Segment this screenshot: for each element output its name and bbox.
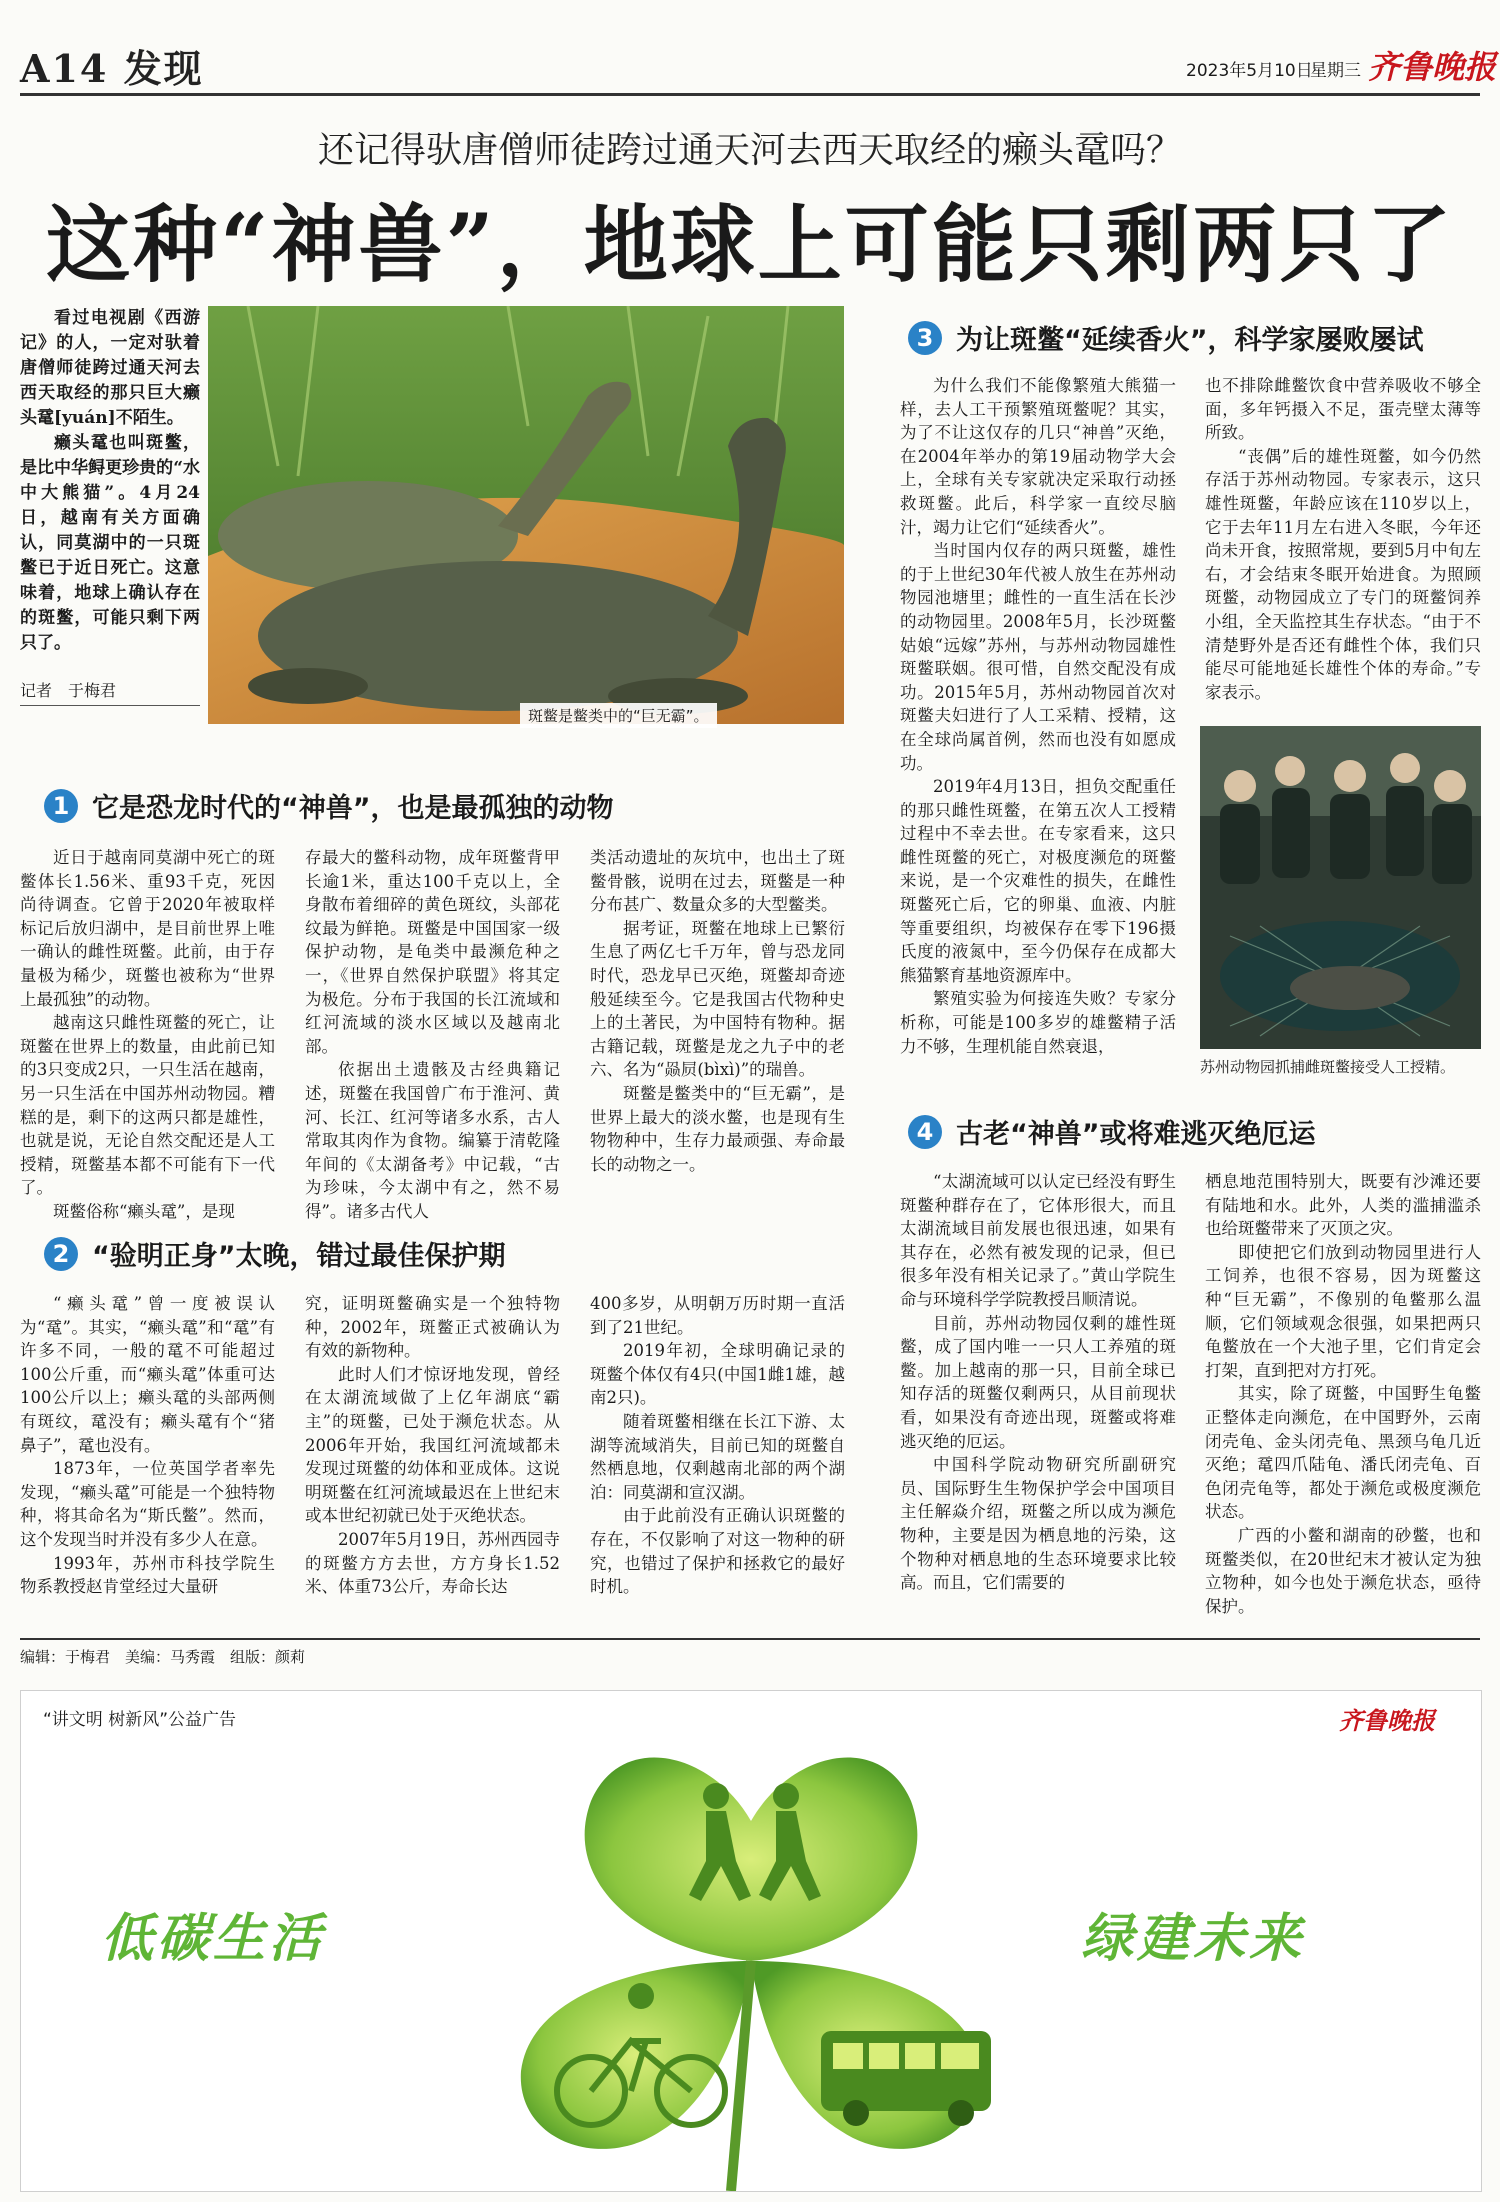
section1-title: 它是恐龙时代的“神兽”，也是最孤独的动物: [92, 793, 614, 824]
paragraph: 其实，除了斑鳖，中国野生龟鳖正整体走向濒危，在中国野外，云南闭壳龟、金头闭壳龟、黑颈乌龟几近灭绝；鼋四爪陆龟、潘氏闭壳龟、百色闭壳龟等，都处于濒危或极度濒危状态。: [1205, 1384, 1481, 1522]
section3-title: 为让斑鳖“延续香火”，科学家屡败屡试: [956, 325, 1424, 356]
section4-title: 古老“神兽”或将难逃灭绝厄运: [956, 1119, 1316, 1150]
lead-paragraph: [20, 306, 200, 656]
editor-credits: 编辑：于梅君 美编：马秀霞 组版：颜莉: [20, 1648, 306, 1666]
section2-col1: [20, 1292, 275, 1599]
paragraph: 广西的小鳖和湖南的砂鳖，也和斑鳖类似，在20世纪末才被认定为独立物种，如今也处于濒危状态，亟待保护。: [1205, 1525, 1481, 1616]
lead-p1: 看过电视剧《西游记》的人，一定对驮着唐僧师徒跨过通天河去西天取经的那只巨大癞头鼋[yuán]不陌生。: [20, 308, 200, 428]
section2-number: 2: [44, 1237, 78, 1271]
issue-date: 2023年5月10日: [1186, 61, 1313, 81]
page-label: A14 发现: [20, 46, 204, 91]
paragraph: 存最大的鳖科动物，成年斑鳖背甲长逾1米，重达100千克以上，全身散布着细碎的黄色斑纹，头部花纹最为鲜艳。斑鳖是中国国家一级保护动物，是龟类中最濒危种之一，《世界自然保护联盟》将其定为极危。分布于我国的长江流域和红河流域的淡水区域以及越南北部。: [305, 848, 560, 1056]
public-service-ad: [20, 1690, 1482, 2192]
paragraph: 依据出土遗骸及古经典籍记述，斑鳖在我国曾广布于淮河、黄河、长江、红河等诸多水系，古人常取其肉作为食物。编纂于清乾隆年间的《太湖备考》中记载，“古为珍味，今太湖中有之，然不易得”。诸多古代人: [305, 1060, 560, 1221]
byline: 记者 于梅君: [20, 678, 200, 706]
paragraph: 繁殖实验为何接连失败？专家分析称，可能是100多岁的雄鳖精子活力不够，生理机能自然衰退，: [900, 989, 1176, 1056]
paragraph: 由于此前没有正确认识斑鳖的存在，不仅影响了对这一物种的研究，也错过了保护和拯救它的最好时机。: [590, 1506, 845, 1597]
paragraph: 随着斑鳖相继在长江下游、太湖等流域消失，目前已知的斑鳖自然栖息地，仅剩越南北部的两个湖泊：同莫湖和宣汉湖。: [590, 1411, 845, 1502]
clover-graphic: [401, 1711, 1101, 2191]
paragraph: 也不排除雌鳖饮食中营养吸收不够全面，多年钙摄入不足，蛋壳壁太薄等所致。: [1205, 376, 1481, 443]
turtle-illustration: [208, 306, 844, 724]
section2-col3: [590, 1292, 845, 1599]
ad-logo: 齐鲁晚报: [1339, 1706, 1435, 1735]
section2-title: “验明正身”太晚，错过最佳保护期: [92, 1241, 506, 1272]
paragraph: 栖息地范围特别大，既要有沙滩还要有陆地和水。此外，人类的滥捕滥杀也给斑鳖带来了灭顶之灾。: [1205, 1172, 1481, 1239]
section1-number: 1: [44, 789, 78, 823]
section1-col2: [305, 846, 560, 1224]
ad-left-slogan: 低碳生活: [101, 1909, 326, 1969]
main-headline: 这种“神兽”，地球上可能只剩两只了: [46, 195, 1454, 294]
section2-col2: [305, 1292, 560, 1599]
paragraph: “太湖流域可以认定已经没有野生斑鳖种群存在了，它体形很大，而且太湖流域目前发展也很迅速，如果有其存在，必然有被发现的记录，但已很多年没有相关记录了。”黄山学院生命与环境科学学院教授吕顺清说。: [900, 1172, 1176, 1309]
paragraph: 当时国内仅存的两只斑鳖，雄性的于上世纪30年代被人放生在苏州动物园池塘里；雌性的一直生活在长沙的动物园里。2008年5月，长沙斑鳖姑娘“远嫁”苏州，与苏州动物园雄性斑鳖联姻。很可惜，自然交配没有成功。2015年5月，苏州动物园首次对斑鳖夫妇进行了人工采精、授精，这在全球尚属首例，然而也没有如愿成功。: [900, 541, 1176, 773]
section3-heading: [908, 318, 1424, 357]
section3-number: 3: [908, 321, 942, 355]
header-rule: [20, 93, 1480, 96]
paragraph: “丧偶”后的雄性斑鳖，如今仍然存活于苏州动物园。专家表示，这只雄性斑鳖，年龄应该在110岁以上，它于去年11月左右进入冬眠，今年还尚未开食，按照常规，要到5月中旬左右，才会结束冬眠开始进食。为照顾斑鳖，动物园成立了专门的斑鳖饲养小组，全天监控其生存状态。“由于不清楚野外是否还有雌性个体，我们只能尽可能地延长雄性个体的寿命。”专家表示。: [1205, 446, 1481, 702]
paragraph: 1993年，苏州市科技学院生物系教授赵肯堂经过大量研: [20, 1553, 275, 1597]
section2-heading: [44, 1234, 506, 1273]
section4-col2: [1205, 1170, 1481, 1618]
paragraph: “癞头鼋”曾一度被误认为“鼋”。其实，“癞头鼋”和“鼋”有许多不同，一般的鼋不可能超过100公斤重，而“癞头鼋”体重可达100公斤以上；癞头鼋的头部两侧有斑纹，鼋没有；癞头鼋有个“猪鼻子”，鼋也没有。: [20, 1294, 275, 1455]
section4-number: 4: [908, 1115, 942, 1149]
paragraph: 越南这只雌性斑鳖的死亡，让斑鳖在世界上的数量，由此前已知的3只变成2只，一只生活在越南，另一只生活在中国苏州动物园。糟糕的是，剩下的这两只都是雄性，也就是说，无论自然交配还是人工授精，斑鳖基本都不可能有下一代了。: [20, 1013, 275, 1198]
paragraph: 近日于越南同莫湖中死亡的斑鳖体长1.56米、重93千克，死因尚待调查。它曾于2020年被取样标记后放归湖中，是目前世界上唯一确认的雌性斑鳖。此前，由于存量极为稀少，斑鳖也被称为“世界上最孤独”的动物。: [20, 848, 275, 1009]
paragraph: 斑鳖是鳖类中的“巨无霸”，是世界上最大的淡水鳖，也是现有生物物种中，生存力最顽强、寿命最长的动物之一。: [590, 1083, 845, 1174]
footer-rule: [20, 1638, 1480, 1640]
paragraph: 中国科学院动物研究所副研究员、国际野生生物保护学会中国项目主任解焱介绍，斑鳖之所以成为濒危物种，主要是因为栖息地的污染，这个物种对栖息地的生态环境要求比较高。而且，它们需要的: [900, 1455, 1176, 1593]
ad-tag: “讲文明 树新风”公益广告: [43, 1710, 237, 1730]
newspaper-logo: 齐鲁晚报: [1368, 48, 1497, 86]
paragraph: 2007年5月19日，苏州西园寺的斑鳖方方去世，方方身长1.52米、体重73公斤，寿命长达: [305, 1529, 560, 1597]
kicker-headline: 还记得驮唐僧师徒跨过通天河去西天取经的癞头鼋吗？: [317, 130, 1182, 171]
paragraph: 目前，苏州动物园仅剩的雄性斑鳖，成了国内唯一一只人工养殖的斑鳖。加上越南的那一只，目前全球已知存活的斑鳖仅剩两只，从目前现状看，如果没有奇迹出现，斑鳖或将难逃灭绝的厄运。: [900, 1313, 1176, 1451]
section3-col2: [1205, 374, 1481, 704]
paragraph: 究，证明斑鳖确实是一个独特物种，2002年，斑鳖正式被确认为有效的新物种。: [305, 1294, 560, 1361]
turtle-photo: [208, 306, 844, 724]
paragraph: 类活动遗址的灰坑中，也出土了斑鳖骨骸，说明在过去，斑鳖是一种分布甚广、数量众多的大型鳖类。: [590, 848, 845, 915]
section1-col3: [590, 846, 845, 1176]
paragraph: 400多岁，从明朝万历时期一直活到了21世纪。: [590, 1294, 845, 1337]
section1-heading: [44, 786, 614, 825]
paragraph: 即使把它们放到动物园里进行人工饲养，也很不容易，因为斑鳖这种“巨无霸”，不像别的龟鳖那么温顺，它们领域观念很强，如果把两只龟鳖放在一个大池子里，它们肯定会打架，直到把对方打死。: [1205, 1242, 1481, 1380]
paragraph: 斑鳖俗称“癞头鼋”，是现: [53, 1201, 235, 1221]
section4-heading: [908, 1112, 1316, 1151]
paragraph: 2019年4月13日，担负交配重任的那只雌性斑鳖，在第五次人工授精过程中不幸去世。在专家看来，这只雌性斑鳖的死亡，对极度濒危的斑鳖来说，是一个灾难性的损失，在雌性斑鳖死亡后，它的卵巢、血液、内脏等重要组织，均被保存在零下196摄氏度的液氮中，至今仍保存在成都大熊猫繁育基地资源库中。: [900, 777, 1176, 985]
photo2-caption: 苏州动物园抓捕雌斑鳖接受人工授精。: [1200, 1058, 1456, 1076]
paragraph: 2019年初，全球明确记录的斑鳖个体仅有4只(中国1雌1雄，越南2只)。: [590, 1341, 845, 1408]
photo1-caption: 斑鳖是鳖类中的“巨无霸”。: [520, 703, 717, 728]
ad-right-slogan: 绿建未来: [1081, 1909, 1306, 1969]
zoo-illustration: [1200, 726, 1481, 1049]
paragraph: 据考证，斑鳖在地球上已繁衍生息了两亿七千万年，曾与恐龙同时代，恐龙早已灭绝，斑鳖却奇迹般延续至今。它是我国古代物种史上的土著民，为中国特有物种。据古籍记载，斑鳖是龙之九子中的老六、名为“赑屃(bìxì)”的瑞兽。: [590, 918, 845, 1080]
paragraph: 此时人们才惊讶地发现，曾经在太湖流域做了上亿年湖底“霸主”的斑鳖，已处于濒危状态。从2006年开始，我国红河流域都未发现过斑鳖的幼体和亚成体。这说明斑鳖在红河流域最迟在上世纪末或本世纪初就已处于灭绝状态。: [305, 1364, 560, 1526]
zoo-photo: [1200, 726, 1481, 1049]
section1-col1: [20, 846, 275, 1224]
lead-p2: 癞头鼋也叫斑鳖，是比中华鲟更珍贵的“水中大熊猫”。4月24日，越南有关方面确认，同莫湖中的一只斑鳖已于近日死亡。这意味着，地球上确认存在的斑鳖，可能只剩下两只了。: [20, 433, 200, 653]
paragraph: 为什么我们不能像繁殖大熊猫一样，去人工干预繁殖斑鳖呢？其实，为了不让这仅存的几只“神兽”灭绝，在2004年举办的第19届动物学大会上，全球有关专家就决定采取行动拯救斑鳖。此后，科学家一直绞尽脑汁，竭力让它们“延续香火”。: [900, 376, 1176, 537]
issue-weekday: 星期三: [1310, 61, 1361, 81]
paragraph: 1873年，一位英国学者率先发现，“癞头鼋”可能是一个独特物种，将其命名为“斯氏鳖”。然而，这个发现当时并没有多少人在意。: [20, 1459, 275, 1549]
section3-col1: [900, 374, 1176, 1058]
section4-col1: [900, 1170, 1176, 1595]
